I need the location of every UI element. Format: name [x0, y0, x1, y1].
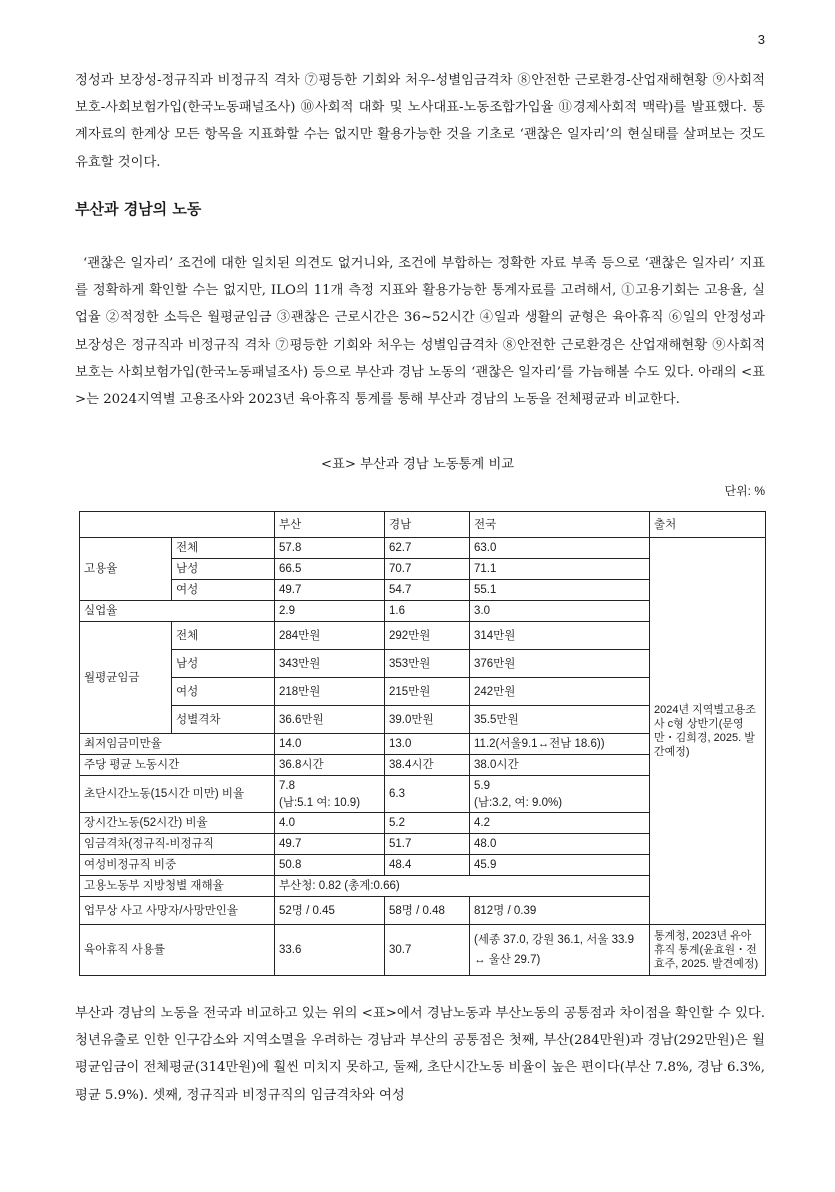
- cell-gyeongnam: 54.7: [385, 580, 470, 601]
- table-header-row: [80, 512, 766, 538]
- cell-national: 242만원: [470, 678, 650, 706]
- cell-busan: 14.0: [275, 734, 385, 755]
- cell-national: [470, 776, 650, 813]
- cell-gyeongnam: 51.7: [385, 834, 470, 855]
- cell-gyeongnam: 58명 / 0.48: [385, 897, 470, 925]
- row-sublabel: 성별격차: [172, 706, 275, 734]
- cell-national: 4.2: [470, 813, 650, 834]
- cell-gyeongnam: 48.4: [385, 855, 470, 876]
- cell-busan: 50.8: [275, 855, 385, 876]
- cell-busan: 52명 / 0.45: [275, 897, 385, 925]
- row-sublabel: 남성: [172, 650, 275, 678]
- row-label-injury: 고용노동부 지방청별 재해율: [80, 876, 275, 897]
- labor-stats-table: [79, 511, 766, 976]
- cell-national: 35.5만원: [470, 706, 650, 734]
- row-label-long-hours: 장시간노동(52시간) 비율: [80, 813, 275, 834]
- row-label-weekly-hours: 주당 평균 노동시간: [80, 755, 275, 776]
- row-label-fatality: 업무상 사고 사망자/사망만인율: [80, 897, 275, 925]
- cell-gyeongnam: 5.2: [385, 813, 470, 834]
- cell-national: 48.0: [470, 834, 650, 855]
- table-row: [80, 925, 766, 976]
- cell-national: 45.9: [470, 855, 650, 876]
- table-caption: <표> 부산과 경남 노동통계 비교: [320, 457, 515, 472]
- page-number: 3: [757, 32, 765, 47]
- cell-national: 38.0시간: [470, 755, 650, 776]
- header-national: 전국: [470, 512, 650, 538]
- cell-gyeongnam: 353만원: [385, 650, 470, 678]
- row-label-wage-gap: 임금격차(정규직-비정규직: [80, 834, 275, 855]
- cell-busan: 284만원: [275, 622, 385, 650]
- row-label-parental-leave: 육아휴직 사용률: [80, 925, 275, 976]
- cell-subvalue: (남:5.1 여: 10.9): [279, 796, 361, 809]
- cell-busan: 343만원: [275, 650, 385, 678]
- header-source: 출처: [650, 512, 766, 538]
- cell-value: 7.8: [279, 779, 295, 792]
- cell-busan: [275, 776, 385, 813]
- cell-value: 5.9: [474, 779, 490, 792]
- cell-busan: 49.7: [275, 834, 385, 855]
- cell-gyeongnam: 292만원: [385, 622, 470, 650]
- cell-busan: 36.6만원: [275, 706, 385, 734]
- row-sublabel: 전체: [172, 538, 275, 559]
- header-busan: 부산: [275, 512, 385, 538]
- row-label-employment: 고용율: [80, 538, 172, 601]
- closing-paragraph: 부산과 경남의 노동을 전국과 비교하고 있는 위의 <표>에서 경남노동과 부산노동의 공통점과 차이점을 확인할 수 있다. 청년유출로 인한 인구감소와 지역소멸을 우려하는 경남과 부산의 공통점은 첫째, 부산(284만원)과 경남(292만원)은 월평균임금이 전체평균(314만원)에 훨씬 미치지 못하고, 둘째, 초단시간노동 비율이 높은 편이다(부산 7.8%, 경남 6.3%, 평균 5.9%). 셋째, 정규직과 비정규직의 임금격차와 여성: [75, 1006, 765, 1103]
- cell-gyeongnam: 38.4시간: [385, 755, 470, 776]
- cell-national: (세종 37.0, 강원 36.1, 서울 33.9 ↔ 울산 29.7): [470, 925, 650, 976]
- cell-busan: 66.5: [275, 559, 385, 580]
- cell-national: 55.1: [470, 580, 650, 601]
- cell-gyeongnam: 70.7: [385, 559, 470, 580]
- body-paragraph: ‘괜찮은 일자리’ 조건에 대한 일치된 의견도 없거니와, 조건에 부합하는 정확한 자료 부족 등으로 ‘괜찮은 일자리’ 지표를 정확하게 확인할 수는 없지만, ILO의 11개 측정 지표와 활용가능한 통계자료를 고려해서, ①고용기회는 고용율, 실업율 ②적정한 소득은 월평균임금 ③괜찮은 근로시간은 36~52시간 ④일과 생활의 균형은 육아휴직 ⑥일의 안정성과 보장성은 정규직과 비정규직 격차 ⑦평등한 기회와 처우는 성별임금격차 ⑧안전한 근로환경은 산업재해현황 ⑨사회적 보호는 사회보험가입(한국노동패널조사) 등으로 부산과 경남 노동의 ‘괜찮은 일자리’를 가늠해볼 수도 있다. 아래의 <표>는 2024지역별 고용조사와 2023년 육아휴직 통계를 통해 부산과 경남의 노동을 전체평균과 비교한다.: [75, 256, 765, 408]
- cell-national: 314만원: [470, 622, 650, 650]
- row-label-nonregular-female: 여성비정규직 비중: [80, 855, 275, 876]
- cell-gyeongnam: 6.3: [385, 776, 470, 813]
- row-sublabel: 여성: [172, 580, 275, 601]
- cell-busan: 2.9: [275, 601, 385, 622]
- cell-gyeongnam: 13.0: [385, 734, 470, 755]
- row-sublabel: 전체: [172, 622, 275, 650]
- cell-subvalue: (남:3.2, 여: 9.0%): [474, 796, 563, 809]
- row-sublabel: 남성: [172, 559, 275, 580]
- cell-busan: 36.8시간: [275, 755, 385, 776]
- header-blank: [80, 512, 275, 538]
- cell-national: 63.0: [470, 538, 650, 559]
- row-label-unemployment: 실업율: [80, 601, 275, 622]
- row-label-min-wage: 최저임금미만율: [80, 734, 275, 755]
- cell-busan: 218만원: [275, 678, 385, 706]
- cell-national: 3.0: [470, 601, 650, 622]
- cell-national: 11.2(서울9.1↔전남 18.6)): [470, 734, 650, 755]
- cell-national: 812명 / 0.39: [470, 897, 650, 925]
- header-gyeongnam: 경남: [385, 512, 470, 538]
- cell-busan: 49.7: [275, 580, 385, 601]
- cell-busan: 33.6: [275, 925, 385, 976]
- row-label-short-hours: 초단시간노동(15시간 미만) 비율: [80, 776, 275, 813]
- cell-gyeongnam: 1.6: [385, 601, 470, 622]
- source-main: 2024년 지역별고용조사 c형 상반기(문영만・김희경, 2025. 발간예정): [650, 538, 766, 925]
- row-label-wage: 월평균임금: [80, 622, 172, 734]
- cell-gyeongnam: 215만원: [385, 678, 470, 706]
- table-row: [80, 538, 766, 559]
- cell-busan: 4.0: [275, 813, 385, 834]
- intro-paragraph: 정성과 보장성-정규직과 비정규직 격차 ⑦평등한 기회와 처우-성별임금격차 ⑧안전한 근로환경-산업재해현황 ⑨사회적 보호-사회보험가입(한국노동패널조사) ⑩사회적 대화 및 노사대표-노동조합가입율 ⑪경제사회적 맥락)를 발표했다. 통계자료의 한계상 모든 항목을 지표화할 수는 없지만 활용가능한 것을 기초로 ‘괜찮은 일자리’의 현실태를 살펴보는 것도 유효할 것이다.: [75, 73, 765, 170]
- cell-gyeongnam: 39.0만원: [385, 706, 470, 734]
- cell-national: 376만원: [470, 650, 650, 678]
- row-sublabel: 여성: [172, 678, 275, 706]
- section-heading: 부산과 경남의 노동: [75, 200, 202, 218]
- cell-gyeongnam: 62.7: [385, 538, 470, 559]
- table-unit: 단위: %: [724, 484, 765, 498]
- cell-national: 71.1: [470, 559, 650, 580]
- cell-injury-value: 부산청: 0.82 (총계:0.66): [275, 876, 650, 897]
- cell-gyeongnam: 30.7: [385, 925, 470, 976]
- source-leave: 통계청, 2023년 유아휴직 통계(윤효원・전효주, 2025. 발견예정): [650, 925, 766, 976]
- cell-busan: 57.8: [275, 538, 385, 559]
